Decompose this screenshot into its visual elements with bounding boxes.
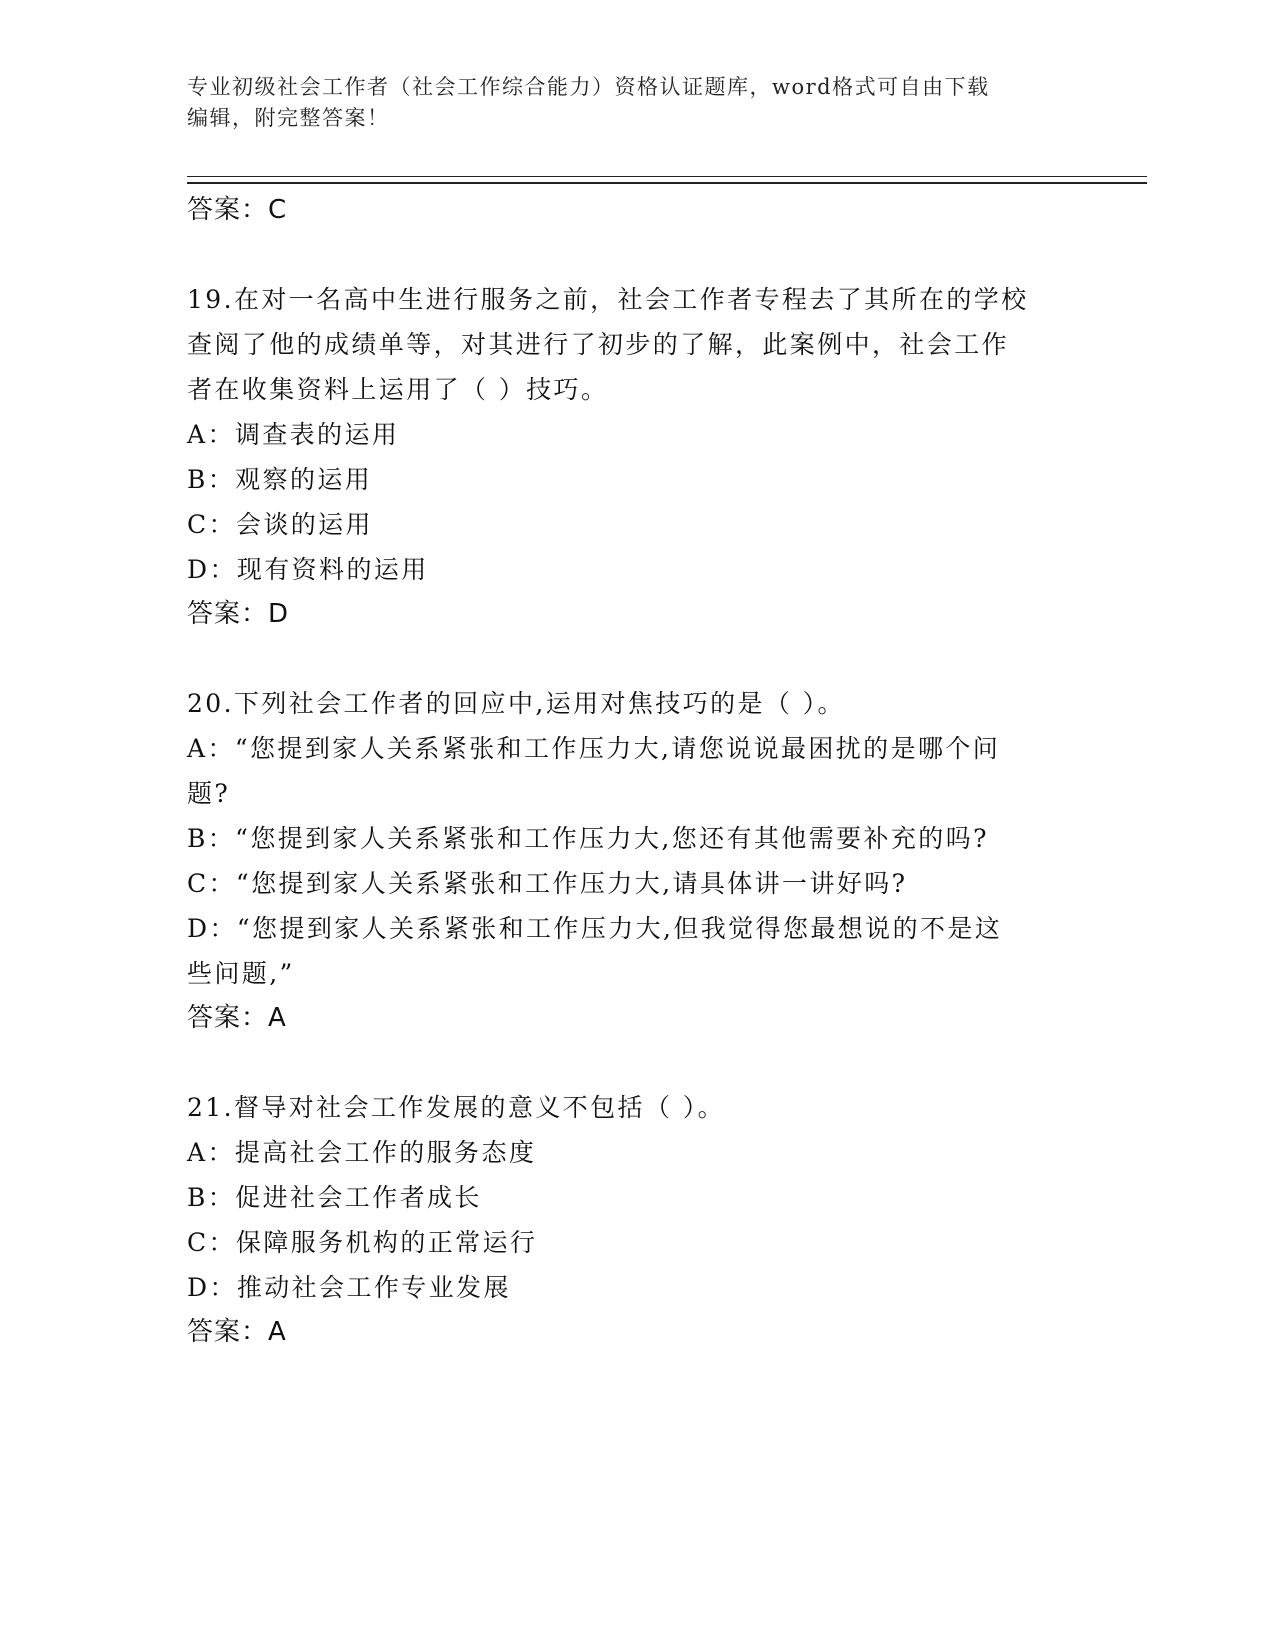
answer: 答案：D: [187, 599, 290, 629]
spacer: [187, 637, 1087, 681]
option-b: B：“您提到家人关系紧张和工作压力大,您还有其他需要补充的吗?: [187, 824, 989, 853]
question-stem: 查阅了他的成绩单等，对其进行了初步的了解，此案例中，社会工作: [187, 330, 1010, 359]
spacer: [187, 233, 1087, 277]
page-header: [187, 72, 1067, 134]
option-d: D：“您提到家人关系紧张和工作压力大,但我觉得您最想说的不是这: [187, 914, 1003, 943]
header-line: 专业初级社会工作者（社会工作综合能力）资格认证题库，word格式可自由下载: [187, 75, 990, 99]
previous-answer: 答案：C: [187, 195, 288, 225]
option-c: C：保障服务机构的正常运行: [187, 1228, 538, 1257]
spacer: [187, 1041, 1087, 1085]
question-stem: 者在收集资料上运用了（ ）技巧。: [187, 375, 609, 404]
option-d: D：推动社会工作专业发展: [187, 1273, 511, 1302]
question-stem: 21.督导对社会工作发展的意义不包括（ ）。: [187, 1093, 726, 1122]
option-b: B：观察的运用: [187, 465, 373, 494]
question-stem: 19.在对一名高中生进行服务之前，社会工作者专程去了其所在的学校: [187, 285, 1029, 314]
option-b: B：促进社会工作者成长: [187, 1183, 482, 1212]
option-a: A：“您提到家人关系紧张和工作压力大,请您说说最困扰的是哪个问: [187, 734, 1001, 763]
question-19: [187, 277, 1087, 637]
option-a: A：提高社会工作的服务态度: [187, 1138, 537, 1167]
header-line: 编辑，附完整答案！: [187, 106, 390, 130]
option-a: A：调查表的运用: [187, 420, 400, 449]
answer: 答案：A: [187, 1317, 287, 1347]
question-21: [187, 1085, 1087, 1355]
question-list: [187, 188, 1087, 1355]
option-a-continued: 题?: [187, 779, 231, 808]
option-d: D：现有资料的运用: [187, 555, 429, 584]
question-20: [187, 681, 1087, 1041]
question-stem: 20.下列社会工作者的回应中,运用对焦技巧的是（ ）。: [187, 689, 845, 718]
option-c: C：会谈的运用: [187, 510, 373, 539]
answer: 答案：A: [187, 1003, 287, 1033]
option-c: C：“您提到家人关系紧张和工作压力大,请具体讲一讲好吗?: [187, 869, 908, 898]
option-d-continued: 些问题,”: [187, 959, 295, 988]
header-rule: [187, 176, 1147, 184]
